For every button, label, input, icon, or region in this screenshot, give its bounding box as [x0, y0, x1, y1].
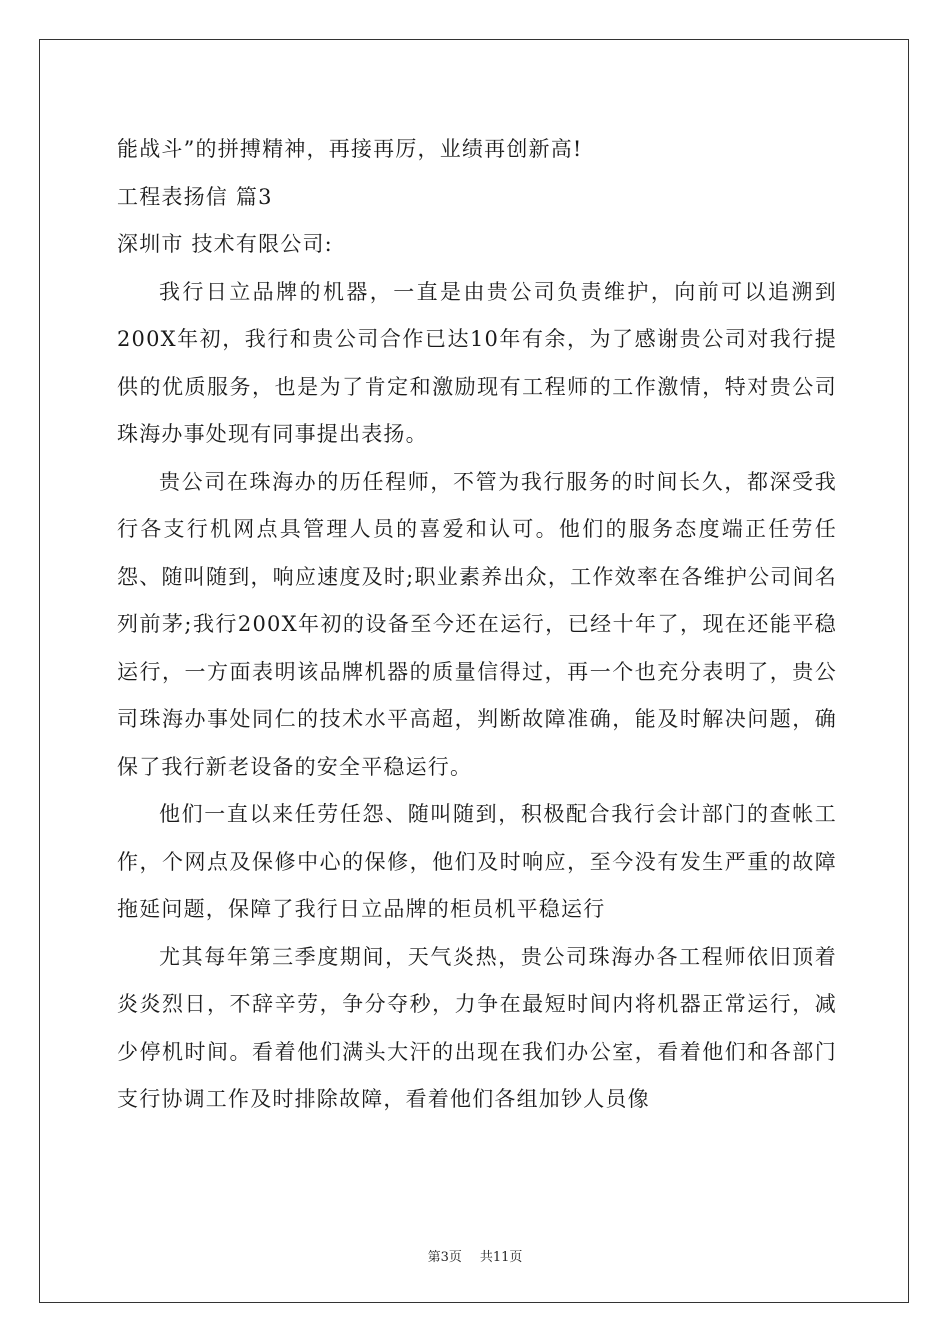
salutation: 深圳市 技术有限公司:: [117, 232, 333, 256]
page-total: 共11页: [479, 1250, 523, 1265]
page-number: 第3页: [427, 1250, 462, 1265]
page-footer: [0, 1246, 950, 1265]
paragraph: 尤其每年第三季度期间，天气炎热，贵公司珠海办各工程师依旧顶着炎炎烈日，不辞辛劳，争分夺秒，力争在最短时间内将机器正常运行，减少停机时间。看着他们满头大汗的出现在我们办公室，看着他们和各部门支行协调工作及时排除故障，看着他们各组加钞人员像: [117, 944, 837, 1111]
paragraph: 我行日立品牌的机器，一直是由贵公司负责维护，向前可以追溯到200X年初，我行和贵公司合作已达10年有余，为了感谢贵公司对我行提供的优质服务，也是为了肯定和激励现有工程师的工作激情，特对贵公司珠海办事处现有同事提出表扬。: [117, 279, 837, 446]
paragraph: 他们一直以来任劳任怨、随叫随到，积极配合我行会计部门的查帐工作，个网点及保修中心的保修，他们及时响应，至今没有发生严重的故障拖延问题，保障了我行日立品牌的柜员机平稳运行: [117, 802, 837, 921]
text-line: 能战斗”的拼搏精神，再接再厉，业绩再创新高!: [117, 137, 583, 161]
document-body: [117, 126, 837, 1124]
paragraph: 贵公司在珠海办的历任程师，不管为我行服务的时间长久，都深受我行各支行机网点具管理人员的喜爱和认可。他们的服务态度端正任劳任怨、随叫随到，响应速度及时;职业素养出众，工作效率在各维护公司间名列前茅;我行200X年初的设备至今还在运行，已经十年了，现在还能平稳运行，一方面表明该品牌机器的质量信得过，再一个也充分表明了，贵公司珠海办事处同仁的技术水平高超，判断故障准确，能及时解决问题，确保了我行新老设备的安全平稳运行。: [117, 469, 837, 779]
section-heading: 工程表扬信 篇3: [117, 184, 273, 209]
